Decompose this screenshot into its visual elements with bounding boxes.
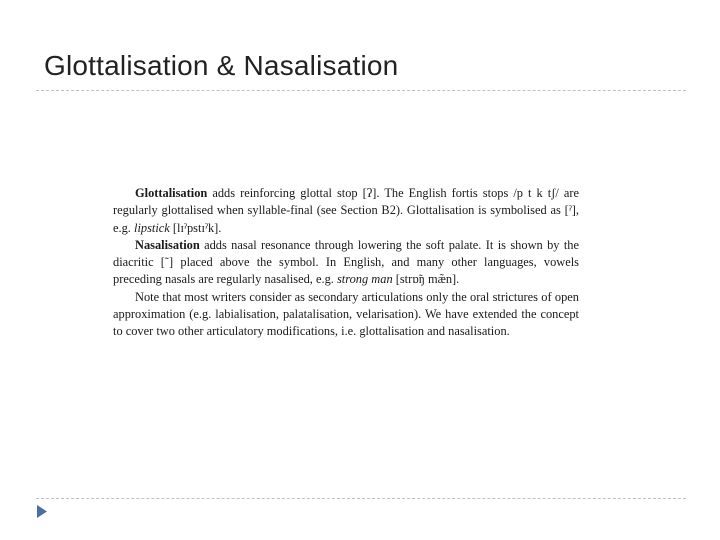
term-glottalisation: Glottalisation xyxy=(135,186,208,200)
paragraph-glottalisation xyxy=(113,185,579,237)
triangle-arrow-icon xyxy=(36,505,48,518)
textbook-excerpt xyxy=(113,185,579,341)
paragraph-note xyxy=(113,289,579,341)
footer-divider xyxy=(36,498,686,499)
paragraph-text: Note that most writers consider as secondary articulations only the oral strictures of open approximation (e.g. labialisation, palatalisation, velarisation). We have extended the concept to cover two other articulatory modifications, i.e. glottalisation and nasalisation. xyxy=(113,289,579,339)
example-word: strong man xyxy=(336,272,393,287)
example-word: lipstick xyxy=(134,220,170,235)
paragraph-nasalisation xyxy=(113,237,579,289)
title-divider xyxy=(36,90,686,91)
paragraph-text: [lɪˀpstɪˀk]. xyxy=(169,220,222,235)
paragraph-text: [strɒ̃ŋ mæ̃n]. xyxy=(392,272,460,287)
paragraph-text: adds reinforcing glottal stop [ʔ]. The English fortis stops /p t k tʃ/ are regularly glottalised when syllable-final (see Section B2). Glottalisation is symbolised as [ˀ], e.g. xyxy=(113,186,579,235)
term-nasalisation: Nasalisation xyxy=(135,237,200,252)
slide-title: Glottalisation & Nasalisation xyxy=(44,50,399,81)
paragraph-text: adds nasal resonance through lowering the soft palate. It is shown by the diacritic [˜] placed above the symbol. In English, and many other languages, vowels preceding nasals are regularly nasalised, e.g. xyxy=(113,237,579,287)
